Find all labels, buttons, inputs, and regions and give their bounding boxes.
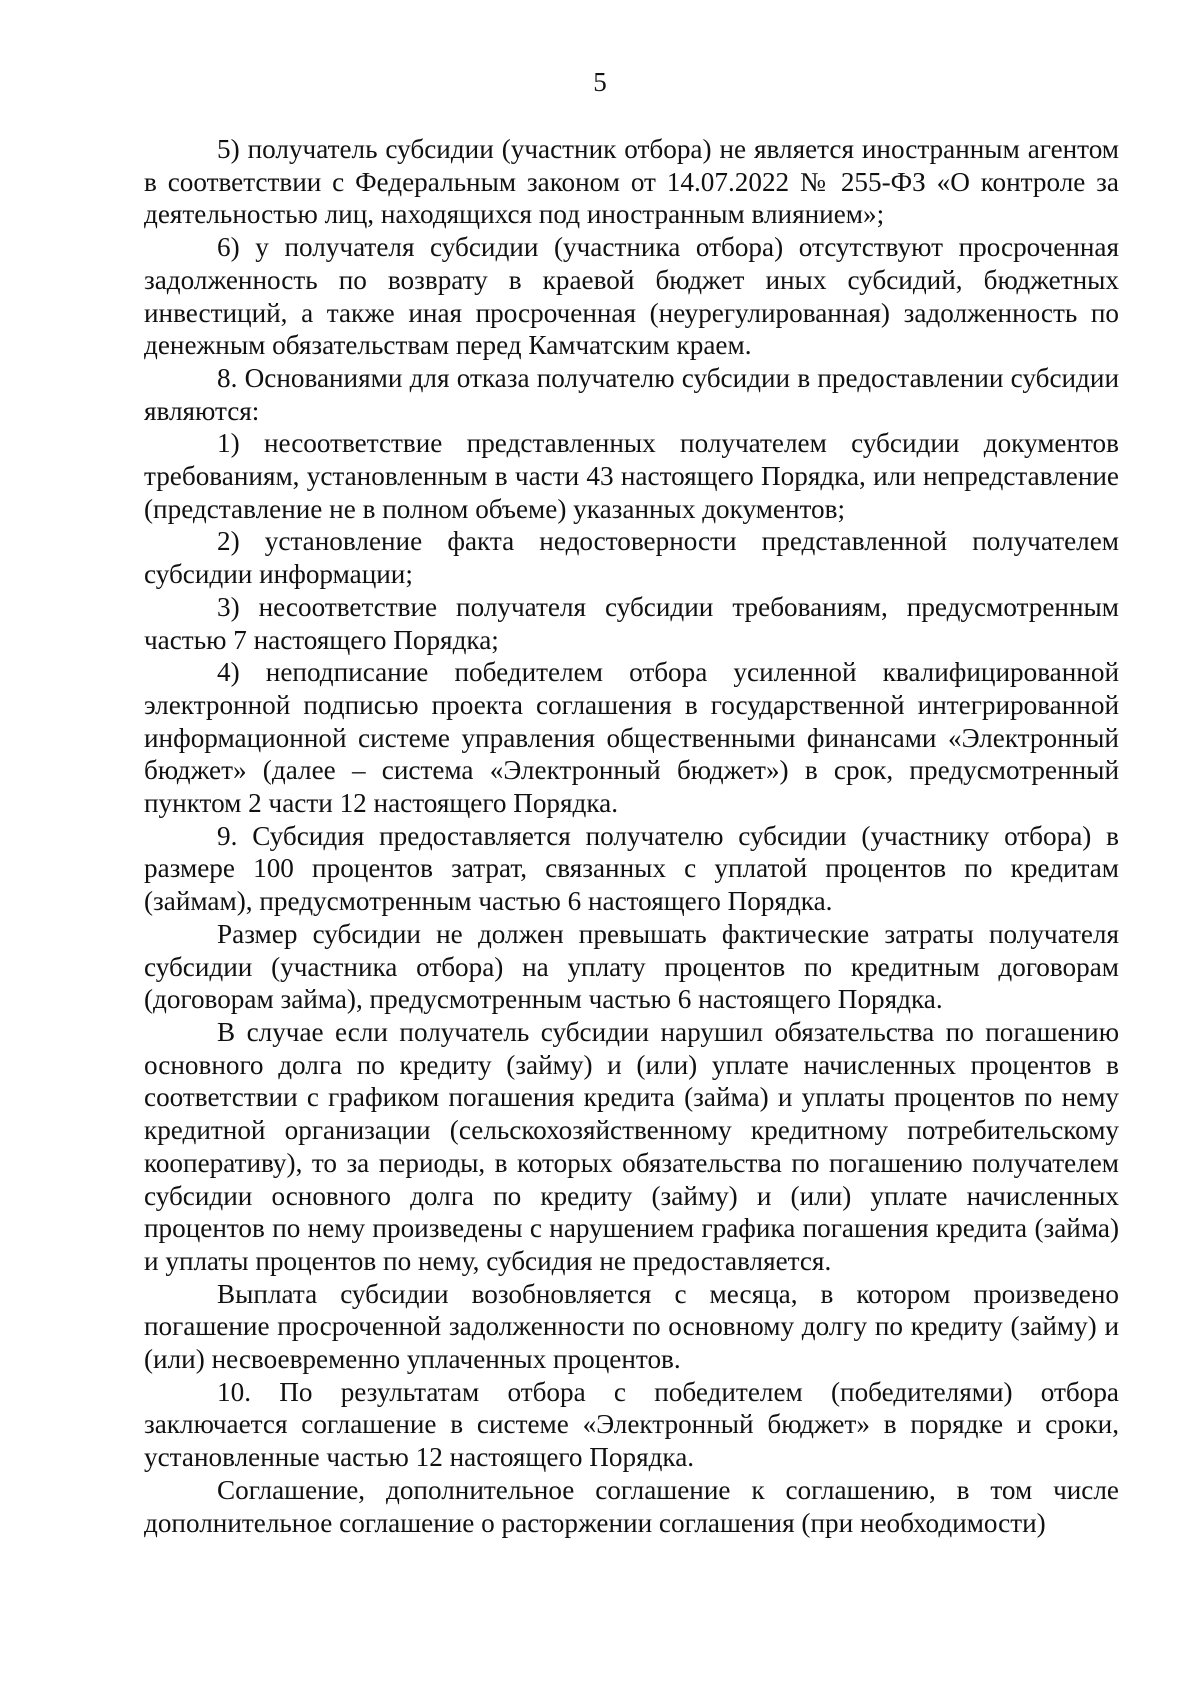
paragraph-section-8: 8. Основаниями для отказа получателю субсидии в предоставлении субсидии являются: [144, 362, 1119, 426]
paragraph-item-5: 5) получатель субсидии (участник отбора) не является иностранным агентом в соответствии с Федеральным законом от 14.07.2022 № 255-ФЗ «О контроле за деятельностью лиц, находящихся под иностранным влиянием»; [144, 134, 1119, 230]
paragraph-section-9: 9. Субсидия предоставляется получателю субсидии (участнику отбора) в размере 100 процентов затрат, связанных с уплатой процентов по кредитам (займам), предусмотренным частью 6 настоящего Порядка. [144, 820, 1119, 917]
paragraph-item-1: 1) несоответствие представленных получателем субсидии документов требованиям, установленным в части 43 настоящего Порядка, или непредставление (представление не в полном объеме) указанных документов; [144, 428, 1119, 524]
paragraph-item-2: 2) установление факта недостоверности представленной получателем субсидии информации; [144, 526, 1119, 590]
page-number: 5 [593, 67, 607, 97]
document-body [144, 133, 1119, 1539]
paragraph-item-6: 6) у получателя субсидии (участника отбора) отсутствуют просроченная задолженность по возврату в краевой бюджет иных субсидий, бюджетных инвестиций, а также иная просроченная (неурегулированная) задолженность по денежным обязательствам перед Камчатским краем. [144, 232, 1119, 361]
paragraph-payment-resume: Выплата субсидии возобновляется с месяца, в котором произведено погашение просроченной задолженности по основному долгу по кредиту (займу) и (или) несвоевременно уплаченных процентов. [144, 1278, 1119, 1375]
paragraph-subsidy-size: Размер субсидии не должен превышать фактические затраты получателя субсидии (участника отбора) на уплату процентов по кредитным договорам (договорам займа), предусмотренным частью 6 настоящего Порядка. [144, 918, 1119, 1015]
paragraph-section-10: 10. По результатам отбора с победителем (победителями) отбора заключается соглашение в системе «Электронный бюджет» в порядке и сроки, установленные частью 12 настоящего Порядка. [144, 1376, 1119, 1473]
paragraph-violation-case: В случае если получатель субсидии нарушил обязательства по погашению основного долга по кредиту (займу) и (или) уплате начисленных процентов в соответствии с графиком погашения кредита (займа) и уплаты процентов по нему кредитной организации (сельскохозяйственному кредитному потребительскому кооперативу), то за периоды, в которых обязательства по погашению получателем субсидии основного долга по кредиту (займу) и (или) уплате начисленных процентов по нему произведены с нарушением графика погашения кредита (займа) и уплаты процентов по нему, субсидия не предоставляется. [144, 1016, 1119, 1276]
paragraph-item-3: 3) несоответствие получателя субсидии требованиям, предусмотренным частью 7 настоящего Порядка; [144, 591, 1119, 655]
paragraph-item-4: 4) неподписание победителем отбора усиленной квалифицированной электронной подписью проекта соглашения в государственной интегрированной информационной системе управления общественными финансами «Электронный бюджет» (далее – система «Электронный бюджет») в срок, предусмотренный пунктом 2 части 12 настоящего Порядка. [144, 657, 1119, 819]
paragraph-agreement: Соглашение, дополнительное соглашение к соглашению, в том числе дополнительное соглашение о расторжении соглашения (при необходимости) [144, 1474, 1119, 1538]
